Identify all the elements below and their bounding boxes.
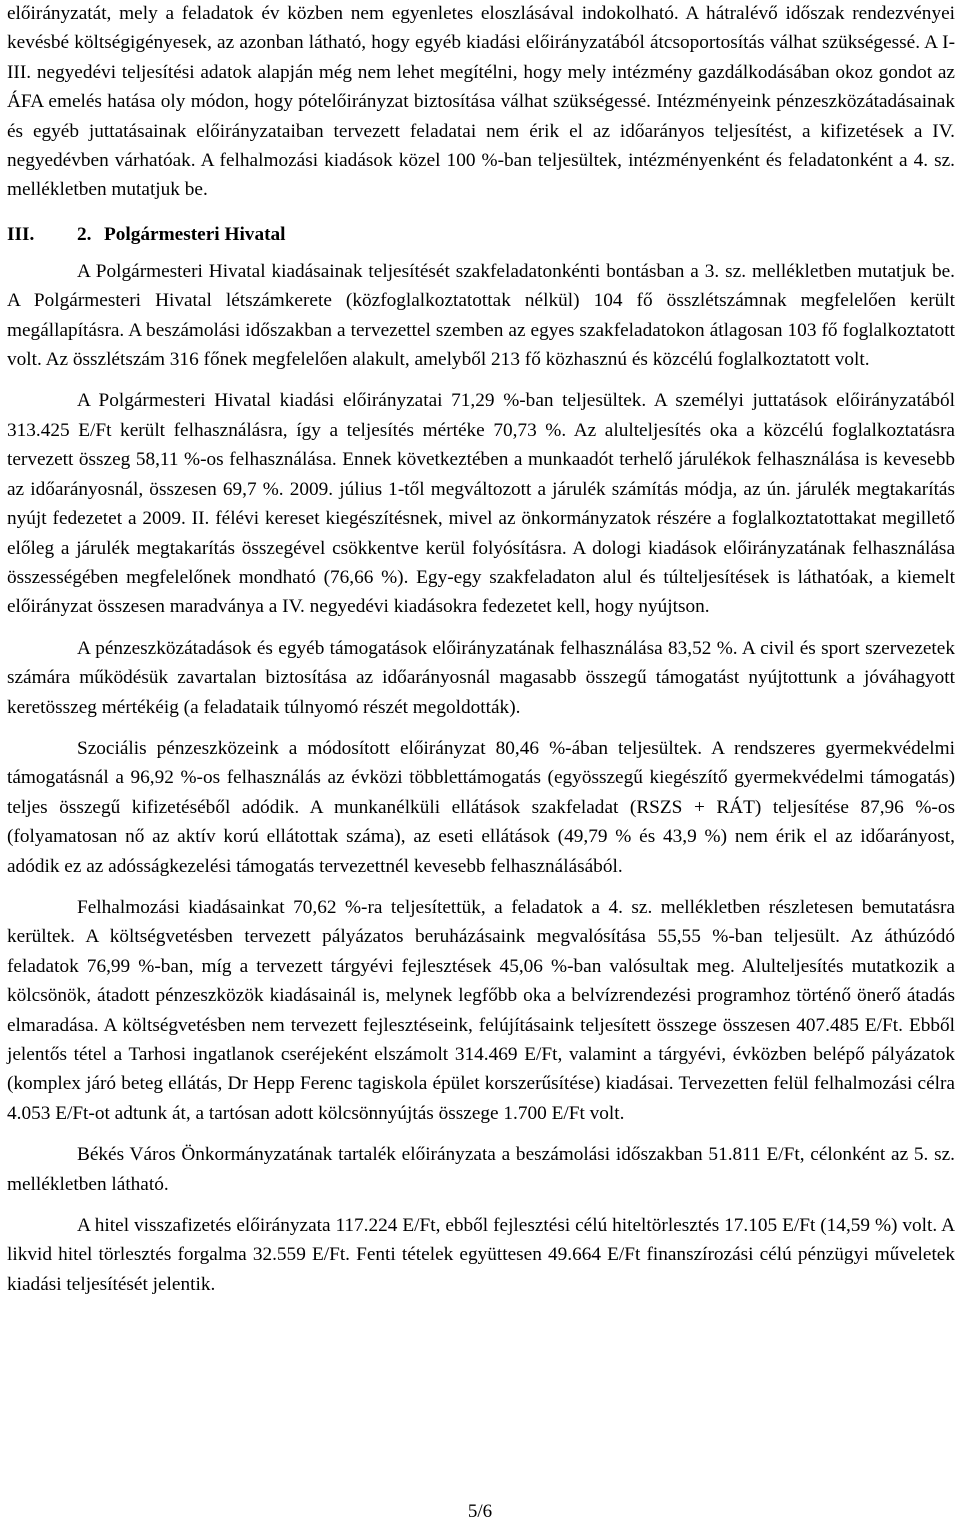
section-title: Polgármesteri Hivatal [104,223,286,245]
body-paragraph-social: Szociális pénzeszközeink a módosított előirányzat 80,46 %-ában teljesültek. A rendszeres gyermekvédelmi támogatásnál a 96,92 %-os felhasználás az évközi többlettámogatás (egyösszegű kiegészítő gyermekvédelmi támogatás) teljes összegű kifizetéséből adódik. A munkanélküli ellátások szakfeladat (RSZS + RÁT) teljesítése 87,96 %-os (folyamatosan nő az aktív korú ellátottak száma), az eseti ellátások (49,79 % és 43,9 %) nem érik el az időarányost, adódik ez az adósságkezelési támogatás tervezettnél kevesebb felhasználásából. [7,737,955,877]
section-number: 2. [77,223,92,245]
body-paragraph-loans: A hitel visszafizetés előirányzata 117.224 E/Ft, ebből fejlesztési célú hiteltörlesztés 17.105 E/Ft (14,59 %) volt. A likvid hitel törlesztés forgalma 32.559 E/Ft. Fenti tételek együttesen 49.664 E/Ft finanszírozási célú pénzügyi műveletek kiadási teljesítését jelentik. [7,1215,955,1295]
section-roman-numeral: III. [7,223,35,245]
page-number: 5/6 [467,1501,493,1522]
section-heading [7,220,955,249]
document-page [7,0,955,1299]
body-paragraph-expenditure: A Polgármesteri Hivatal kiadási előirányzatai 71,29 %-ban teljesültek. A személyi juttatások előirányzatából 313.425 E/Ft került felhasználásra, így a teljesítés mértéke 70,73 %. Az alulteljesítés oka a közcélú foglalkoztatásra tervezett összeg 58,11 %-os felhasználása. Ennek következtében a munkaadót terhelő járulékok felhasználása is kevesebb az időarányosnál, összesen 69,7 %. 2009. július 1-től megváltozott a járulék számítás módja, az ún. járulék megtakarítás nyújt fedezetet a 2009. II. félévi kereset kiegészítésnek, mivel az önkormányzatok részére a foglalkoztatottakat megillető előleg a járulék megtakarítás összegével csökkentve kerül folyósításra. A dologi kiadások előirányzatának felhasználása összességében megfelelőnek mondható (76,66 %). Egy-egy szakfeladaton alul és túlteljesítések is láthatóak, a kiemelt előirányzat összesen maradványa a IV. negyedévi kiadásokra fedezetet kell, hogy nyújtson. [7,390,955,618]
body-paragraph-intro: előirányzatát, mely a feladatok év közben nem egyenletes eloszlásával indokolható. A hátralévő időszak rendezvényei kevésbé költségigényesek, az azonban látható, hogy egyéb kiadási előirányzatából átcsoportosítás válhat szükségessé. A I-III. negyedévi teljesítési adatok alapján még nem lehet megítélni, hogy mely intézmény gazdálkodásában okoz gondot az ÁFA emelés hatása oly módon, hogy pótelőirányzat biztosítása válhat szükségessé. Intézményeink pénzeszközátadásainak és egyéb juttatásainak előirányzataiban tervezett feladatai nem érik el az időarányos teljesítést, a kifizetések a IV. negyedévben várhatóak. A felhalmozási kiadások közel 100 %-ban teljesültek, intézményenként és feladatonként a 4. sz. mellékletben mutatjuk be. [7,3,955,201]
body-paragraph-capital: Felhalmozási kiadásainkat 70,62 %-ra teljesítettük, a feladatok a 4. sz. mellékletben részletesen bemutatásra kerültek. A költségvetésben tervezett pályázatos beruházásaink megvalósítása 55,55 %-ban teljesült. Az áthúzódó feladatok 76,99 %-ban, míg a tervezett tárgyévi fejlesztések 45,06 %-ban valósultak meg. Alulteljesítés mutatkozik a kölcsönök, átadott pénzeszközök kiadásainál is, melynek legfőbb oka a belvízrendezési programhoz történő önerő átadás elmaradása. A költségvetésben nem tervezett fejlesztéseink, felújításaink teljesített összege összesen 407.485 E/Ft. Ebből jelentős tétel a Tarhosi ingatlanok cseréjeként elszámolt 314.469 E/Ft, valamint a tárgyévi, évközben belépő pályázatok (komplex járó beteg ellátás, Dr Hepp Ferenc tagiskola épület korszerűsítése) kiadásai. Tervezetten felül felhalmozási célra 4.053 E/Ft-ot adtunk át, a tartósan adott kölcsönnyújtás összege 1.700 E/Ft volt. [7,896,955,1124]
body-paragraph-transfers: A pénzeszközátadások és egyéb támogatások előirányzatának felhasználása 83,52 %. A civil és sport szervezetek számára működésük zavartalan biztosítása az időarányosnál magasabb összegű támogatást nyújtottunk a jóváhagyott keretösszeg mértékéig (a feladataik túlnyomó részét megoldották). [7,637,955,718]
body-paragraph-staff: A Polgármesteri Hivatal kiadásainak teljesítését szakfeladatonkénti bontásban a 3. sz. mellékletben mutatjuk be. A Polgármesteri Hivatal létszámkerete (közfoglalkoztatottak nélkül) 104 fő összlétszámnak megfelelően került megállapításra. A beszámolási időszakban a tervezettel szemben az egyes szakfeladatokon átlagosan 103 fő foglalkoztatott volt. Az összlétszám 316 főnek megfelelően alakult, amelyből 213 fő közhasznú és közcélú foglalkoztatott volt. [7,260,955,371]
body-paragraph-reserve: Békés Város Önkormányzatának tartalék előirányzata a beszámolási időszakban 51.811 E/Ft, célonként az 5. sz. mellékletben látható. [7,1144,955,1195]
